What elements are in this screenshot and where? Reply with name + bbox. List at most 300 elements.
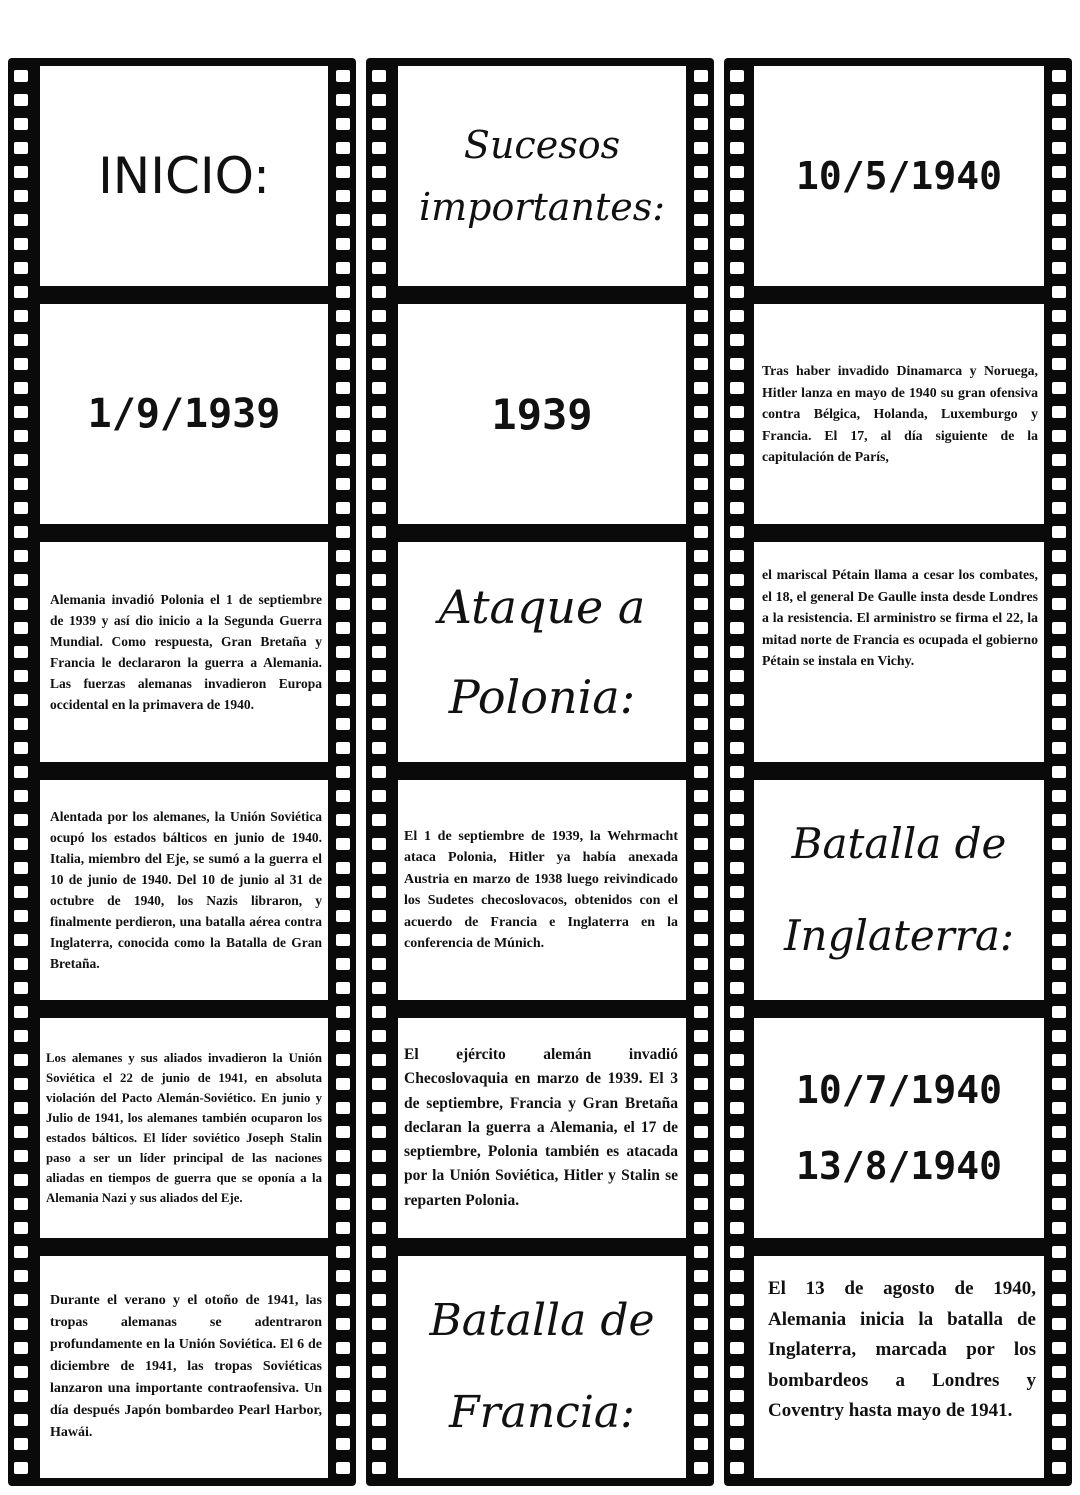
film-hole <box>336 574 350 586</box>
film-hole <box>336 1174 350 1186</box>
film-hole <box>336 334 350 346</box>
film-hole <box>730 1438 744 1450</box>
film-hole <box>694 1462 708 1474</box>
film-hole <box>336 166 350 178</box>
frame-date-line2: 13/8/1940 <box>796 1144 1002 1188</box>
film-hole <box>1052 142 1066 154</box>
film-hole <box>730 1270 744 1282</box>
film-hole <box>1052 742 1066 754</box>
film-hole <box>336 1006 350 1018</box>
film-hole <box>694 70 708 82</box>
film-hole <box>14 1366 28 1378</box>
film-hole <box>372 742 386 754</box>
film-hole <box>694 190 708 202</box>
frame-text <box>40 780 328 1000</box>
film-hole <box>1052 814 1066 826</box>
film-hole <box>14 262 28 274</box>
film-hole <box>336 1438 350 1450</box>
film-hole <box>730 694 744 706</box>
film-hole <box>372 454 386 466</box>
frame-paragraph: El 1 de septiembre de 1939, la Wehrmacht ataca Polonia, Hitler ya había anexada Austria en marzo de 1938 luego reivindicado los Sudetes checoslovacos, obtenidos con el acuerdo de Francia e Inglaterra en la conferencia de Múnich. <box>404 828 678 951</box>
film-hole <box>730 94 744 106</box>
film-hole <box>1052 766 1066 778</box>
film-hole <box>372 622 386 634</box>
film-hole <box>1052 982 1066 994</box>
film-hole <box>14 1414 28 1426</box>
film-hole <box>730 1078 744 1090</box>
film-hole <box>336 718 350 730</box>
film-hole <box>14 70 28 82</box>
film-hole <box>730 382 744 394</box>
film-hole <box>730 190 744 202</box>
film-hole <box>694 334 708 346</box>
film-hole <box>372 1318 386 1330</box>
film-hole <box>14 382 28 394</box>
frame-paragraph: Durante el verano y el otoño de 1941, las tropas alemanas se adentraron profundamente en la Unión Soviética. El 6 de diciembre de 1941, las tropas Soviéticas lanzaron una importante contraofensiva. Un día después Japón bombardeo Pearl Harbor, Hawái. <box>50 1293 322 1440</box>
frame-title <box>439 562 646 742</box>
film-hole <box>336 1318 350 1330</box>
frame-paragraph: Tras haber invadido Dinamarca y Noruega, Hitler lanza en mayo de 1940 su gran ofensiva contra Bélgica, Holanda, Luxemburgo y Francia. El 17, al día siguiente de la capitulación de París, <box>762 363 1038 465</box>
film-hole <box>372 1006 386 1018</box>
film-hole <box>372 598 386 610</box>
film-hole <box>1052 1126 1066 1138</box>
frame-title-line1: Batalla de <box>791 819 1007 868</box>
film-hole <box>336 1150 350 1162</box>
film-hole <box>694 262 708 274</box>
frame-title-line1: Sucesos <box>463 123 621 167</box>
film-hole <box>694 1030 708 1042</box>
film-hole <box>336 1078 350 1090</box>
film-hole <box>1052 94 1066 106</box>
film-hole <box>730 1126 744 1138</box>
film-hole <box>1052 502 1066 514</box>
film-hole <box>1052 190 1066 202</box>
film-perforations-right <box>336 64 350 1480</box>
film-hole <box>730 910 744 922</box>
film-hole <box>694 814 708 826</box>
film-hole <box>336 1294 350 1306</box>
film-hole <box>372 238 386 250</box>
film-hole <box>336 1390 350 1402</box>
film-hole <box>372 382 386 394</box>
film-hole <box>14 1318 28 1330</box>
film-hole <box>694 766 708 778</box>
film-hole <box>730 646 744 658</box>
film-hole <box>694 478 708 490</box>
film-hole <box>372 406 386 418</box>
film-hole <box>1052 1030 1066 1042</box>
film-hole <box>336 454 350 466</box>
film-hole <box>14 646 28 658</box>
film-hole <box>336 238 350 250</box>
film-hole <box>372 1342 386 1354</box>
frame-date-text: 1/9/1939 <box>87 391 281 437</box>
film-hole <box>730 982 744 994</box>
film-hole <box>372 166 386 178</box>
film-hole <box>372 1102 386 1114</box>
film-hole <box>730 406 744 418</box>
film-hole <box>14 1390 28 1402</box>
film-hole <box>1052 430 1066 442</box>
film-hole <box>694 214 708 226</box>
film-hole <box>730 502 744 514</box>
film-hole <box>14 1462 28 1474</box>
film-hole <box>372 694 386 706</box>
frame-date-text <box>796 1052 1002 1204</box>
film-hole <box>14 166 28 178</box>
film-hole <box>372 1390 386 1402</box>
film-hole <box>372 502 386 514</box>
film-hole <box>336 94 350 106</box>
film-hole <box>14 1246 28 1258</box>
film-hole <box>14 838 28 850</box>
frame-title-line1: Batalla de <box>429 1295 655 1346</box>
film-hole <box>336 622 350 634</box>
film-hole <box>372 118 386 130</box>
film-hole <box>730 478 744 490</box>
frame-paragraph: Los alemanes y sus aliados invadieron la Unión Soviética el 22 de junio de 1941, en absoluta violación del Pacto Alemán-Soviético. En junio y Julio de 1941, los alemanes también ocuparon los estados bálticos. El líder soviético Joseph Stalin paso a ser un líder principal de las naciones aliadas en tiempos de guerra que se oponía a la Alemania Nazi y sus aliados del Eje. <box>46 1051 322 1205</box>
film-hole <box>694 670 708 682</box>
film-hole <box>694 142 708 154</box>
film-hole <box>14 694 28 706</box>
film-hole <box>372 862 386 874</box>
film-hole <box>694 790 708 802</box>
film-hole <box>336 1246 350 1258</box>
film-hole <box>336 430 350 442</box>
film-hole <box>372 358 386 370</box>
frame-paragraph: El 13 de agosto de 1940, Alemania inicia la batalla de Inglaterra, marcada por los bombardeos a Londres y Coventry hasta mayo de 1941. <box>768 1278 1036 1421</box>
film-hole <box>336 142 350 154</box>
film-hole <box>14 1054 28 1066</box>
film-hole <box>1052 886 1066 898</box>
frame-title-line2: importantes: <box>418 185 666 229</box>
film-hole <box>336 1102 350 1114</box>
film-hole <box>1052 1270 1066 1282</box>
film-hole <box>730 1246 744 1258</box>
frame-text <box>40 1018 328 1238</box>
film-hole <box>372 838 386 850</box>
film-hole <box>372 1054 386 1066</box>
film-hole <box>372 1294 386 1306</box>
film-hole <box>14 406 28 418</box>
film-hole <box>730 934 744 946</box>
film-hole <box>372 886 386 898</box>
film-hole <box>336 886 350 898</box>
film-hole <box>372 1366 386 1378</box>
film-hole <box>372 1438 386 1450</box>
film-hole <box>730 790 744 802</box>
film-hole <box>1052 1390 1066 1402</box>
film-hole <box>372 1174 386 1186</box>
film-hole <box>1052 238 1066 250</box>
frame-inicio-title <box>40 66 328 286</box>
film-hole <box>694 646 708 658</box>
film-hole <box>730 742 744 754</box>
film-hole <box>1052 694 1066 706</box>
film-hole <box>694 958 708 970</box>
film-hole <box>730 358 744 370</box>
film-hole <box>1052 214 1066 226</box>
film-hole <box>336 1270 350 1282</box>
film-hole <box>694 886 708 898</box>
film-hole <box>730 1006 744 1018</box>
film-hole <box>14 1342 28 1354</box>
film-hole <box>694 742 708 754</box>
film-hole <box>14 1030 28 1042</box>
film-hole <box>14 286 28 298</box>
film-hole <box>336 1462 350 1474</box>
film-hole <box>14 478 28 490</box>
film-hole <box>1052 1102 1066 1114</box>
film-hole <box>372 1030 386 1042</box>
film-hole <box>14 982 28 994</box>
frame-title-line1: Ataque a <box>438 580 646 634</box>
film-hole <box>14 502 28 514</box>
film-hole <box>372 262 386 274</box>
film-hole <box>730 166 744 178</box>
frame-date <box>754 66 1044 286</box>
film-hole <box>14 1126 28 1138</box>
film-hole <box>14 358 28 370</box>
film-hole <box>372 910 386 922</box>
frame-title-line2: Inglaterra: <box>783 911 1015 960</box>
film-hole <box>1052 1246 1066 1258</box>
film-hole <box>1052 718 1066 730</box>
film-hole <box>694 550 708 562</box>
frame-paragraph: Alemania invadió Polonia el 1 de septiembre de 1939 y así dio inicio a la Segunda Guerra Mundial. Como respuesta, Gran Bretaña y Francia le declararon la guerra a Alemania. Las fuerzas alemanas invadieron Europa occidental en la primavera de 1940. <box>50 592 322 712</box>
film-hole <box>372 334 386 346</box>
film-perforations-left <box>14 64 28 1480</box>
film-hole <box>14 310 28 322</box>
frame-title-line2: Francia: <box>449 1387 635 1438</box>
film-hole <box>372 190 386 202</box>
film-strip-2 <box>366 58 714 1486</box>
film-hole <box>1052 598 1066 610</box>
film-hole <box>1052 406 1066 418</box>
film-hole <box>694 166 708 178</box>
film-hole <box>336 982 350 994</box>
film-hole <box>694 238 708 250</box>
frame-text <box>754 304 1044 524</box>
film-hole <box>372 478 386 490</box>
film-hole <box>730 862 744 874</box>
film-hole <box>694 1414 708 1426</box>
film-hole <box>1052 670 1066 682</box>
film-hole <box>336 286 350 298</box>
film-hole <box>336 1414 350 1426</box>
film-hole <box>336 838 350 850</box>
film-perforations-left <box>730 64 744 1480</box>
film-hole <box>14 574 28 586</box>
film-hole <box>730 622 744 634</box>
film-hole <box>1052 1174 1066 1186</box>
film-hole <box>694 862 708 874</box>
film-hole <box>372 70 386 82</box>
film-hole <box>694 694 708 706</box>
film-hole <box>336 382 350 394</box>
film-hole <box>1052 382 1066 394</box>
film-hole <box>372 814 386 826</box>
film-hole <box>730 958 744 970</box>
film-hole <box>336 1054 350 1066</box>
film-hole <box>372 958 386 970</box>
film-hole <box>14 886 28 898</box>
frame-date <box>40 304 328 524</box>
film-hole <box>336 742 350 754</box>
film-hole <box>694 1054 708 1066</box>
film-hole <box>694 574 708 586</box>
film-hole <box>730 454 744 466</box>
film-hole <box>336 118 350 130</box>
film-hole <box>14 1006 28 1018</box>
film-hole <box>1052 622 1066 634</box>
film-hole <box>372 1198 386 1210</box>
film-hole <box>14 1102 28 1114</box>
film-hole <box>336 910 350 922</box>
film-hole <box>336 550 350 562</box>
film-hole <box>1052 1006 1066 1018</box>
film-hole <box>1052 1318 1066 1330</box>
film-hole <box>372 1462 386 1474</box>
film-hole <box>694 382 708 394</box>
film-hole <box>694 406 708 418</box>
film-hole <box>1052 454 1066 466</box>
film-hole <box>730 262 744 274</box>
film-hole <box>694 1366 708 1378</box>
film-hole <box>730 814 744 826</box>
frame-text <box>40 1256 328 1478</box>
frame-text <box>754 542 1044 762</box>
film-hole <box>14 910 28 922</box>
film-hole <box>336 406 350 418</box>
film-hole <box>730 214 744 226</box>
film-hole <box>1052 910 1066 922</box>
film-hole <box>336 1222 350 1234</box>
film-hole <box>1052 838 1066 850</box>
film-hole <box>694 1222 708 1234</box>
film-hole <box>372 1222 386 1234</box>
film-hole <box>1052 1438 1066 1450</box>
film-hole <box>694 1150 708 1162</box>
film-hole <box>730 1462 744 1474</box>
film-hole <box>1052 358 1066 370</box>
film-hole <box>1052 550 1066 562</box>
film-hole <box>730 142 744 154</box>
film-hole <box>372 526 386 538</box>
film-hole <box>336 694 350 706</box>
film-hole <box>694 310 708 322</box>
film-hole <box>14 526 28 538</box>
film-hole <box>336 814 350 826</box>
film-hole <box>730 430 744 442</box>
film-hole <box>730 1174 744 1186</box>
film-hole <box>372 1078 386 1090</box>
film-hole <box>14 670 28 682</box>
frame-dates <box>754 1018 1044 1238</box>
film-hole <box>336 262 350 274</box>
film-hole <box>694 1390 708 1402</box>
film-hole <box>730 718 744 730</box>
film-hole <box>336 670 350 682</box>
film-hole <box>730 118 744 130</box>
film-hole <box>694 1438 708 1450</box>
film-hole <box>694 286 708 298</box>
film-hole <box>372 670 386 682</box>
film-hole <box>1052 790 1066 802</box>
film-hole <box>372 718 386 730</box>
film-hole <box>730 670 744 682</box>
film-hole <box>336 502 350 514</box>
film-hole <box>694 454 708 466</box>
film-hole <box>694 1270 708 1282</box>
frame-batalla-inglaterra-title <box>754 780 1044 1000</box>
frame-title-line2: Polonia: <box>448 670 636 724</box>
frame-title: INICIO: <box>98 146 270 205</box>
film-hole <box>14 1078 28 1090</box>
film-strip-1 <box>8 58 356 1486</box>
film-hole <box>336 1030 350 1042</box>
film-hole <box>730 838 744 850</box>
film-hole <box>14 1270 28 1282</box>
film-hole <box>14 334 28 346</box>
film-hole <box>730 1102 744 1114</box>
film-hole <box>1052 1294 1066 1306</box>
film-hole <box>336 310 350 322</box>
film-hole <box>730 70 744 82</box>
film-hole <box>730 598 744 610</box>
film-hole <box>694 118 708 130</box>
film-hole <box>1052 646 1066 658</box>
film-hole <box>372 1270 386 1282</box>
film-hole <box>694 1198 708 1210</box>
film-hole <box>694 982 708 994</box>
frame-paragraph: El ejército alemán invadió Checoslovaquia en marzo de 1939. El 3 de septiembre, Francia y Gran Bretaña declaran la guerra a Alemania, el 17 de septiembre, Polonia también es atacada por la Unión Soviética, Hitler y Stalin se reparten Polonia. <box>404 1046 678 1209</box>
frame-title <box>784 798 1014 982</box>
film-hole <box>372 646 386 658</box>
film-hole <box>14 790 28 802</box>
film-hole <box>14 862 28 874</box>
film-hole <box>694 358 708 370</box>
film-hole <box>14 1222 28 1234</box>
film-hole <box>730 310 744 322</box>
frame-date-text: 10/5/1940 <box>796 154 1002 198</box>
film-hole <box>730 286 744 298</box>
film-hole <box>730 526 744 538</box>
film-hole <box>372 934 386 946</box>
film-hole <box>694 1174 708 1186</box>
film-hole <box>372 766 386 778</box>
film-hole <box>1052 958 1066 970</box>
film-hole <box>14 142 28 154</box>
film-hole <box>372 94 386 106</box>
film-hole <box>336 214 350 226</box>
film-hole <box>730 766 744 778</box>
film-hole <box>1052 574 1066 586</box>
film-hole <box>14 94 28 106</box>
film-hole <box>694 910 708 922</box>
film-hole <box>1052 286 1066 298</box>
frame-date-text: 1939 <box>491 389 593 439</box>
film-perforations-left <box>372 64 386 1480</box>
film-hole <box>694 1294 708 1306</box>
film-hole <box>730 1198 744 1210</box>
film-hole <box>336 190 350 202</box>
film-hole <box>1052 478 1066 490</box>
film-hole <box>1052 1342 1066 1354</box>
film-hole <box>14 622 28 634</box>
film-hole <box>1052 334 1066 346</box>
film-hole <box>336 766 350 778</box>
